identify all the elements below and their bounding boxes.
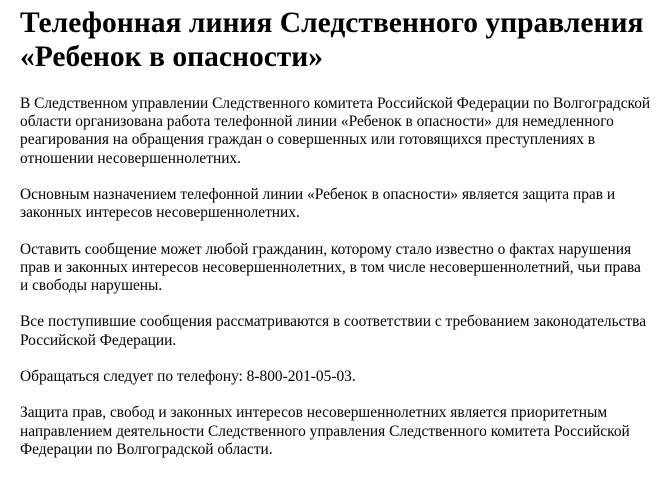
paragraph-phone: Обращаться следует по телефону: 8-800-201-05-03. (20, 367, 356, 385)
article-title: Телефонная линия Следственного управления «Ребенок в опасности» (20, 7, 644, 73)
article (20, 6, 652, 477)
paragraph-processing: Все поступившие сообщения рассматриваются в соответствии с требованием законодательства Российской Федерации. (20, 313, 647, 349)
paragraph-organization: В Следственном управлении Следственного комитета Российской Федерации по Волгоградской области организована работа телефонной линии «Ребенок в опасности» для немедленного реагирования на обращения граждан о совершенных или готовящихся преступлениях в отношении несовершеннолетних. (20, 95, 651, 167)
paragraph-purpose: Основным назначением телефонной линии «Ребенок в опасности» является защита прав и законных интересов несовершеннолетних. (20, 186, 616, 222)
paragraph-priority: Защита прав, свобод и законных интересов несовершеннолетних является приоритетным направлением деятельности Следственного управления Следственного комитета Российской Федерации по Волгоградской области. (20, 404, 630, 458)
paragraph-who-can-report: Оставить сообщение может любой гражданин, которому стало известно о фактах нарушения прав и законных интересов несовершеннолетних, в том числе несовершеннолетний, чьи права и свободы нарушены. (20, 240, 641, 294)
